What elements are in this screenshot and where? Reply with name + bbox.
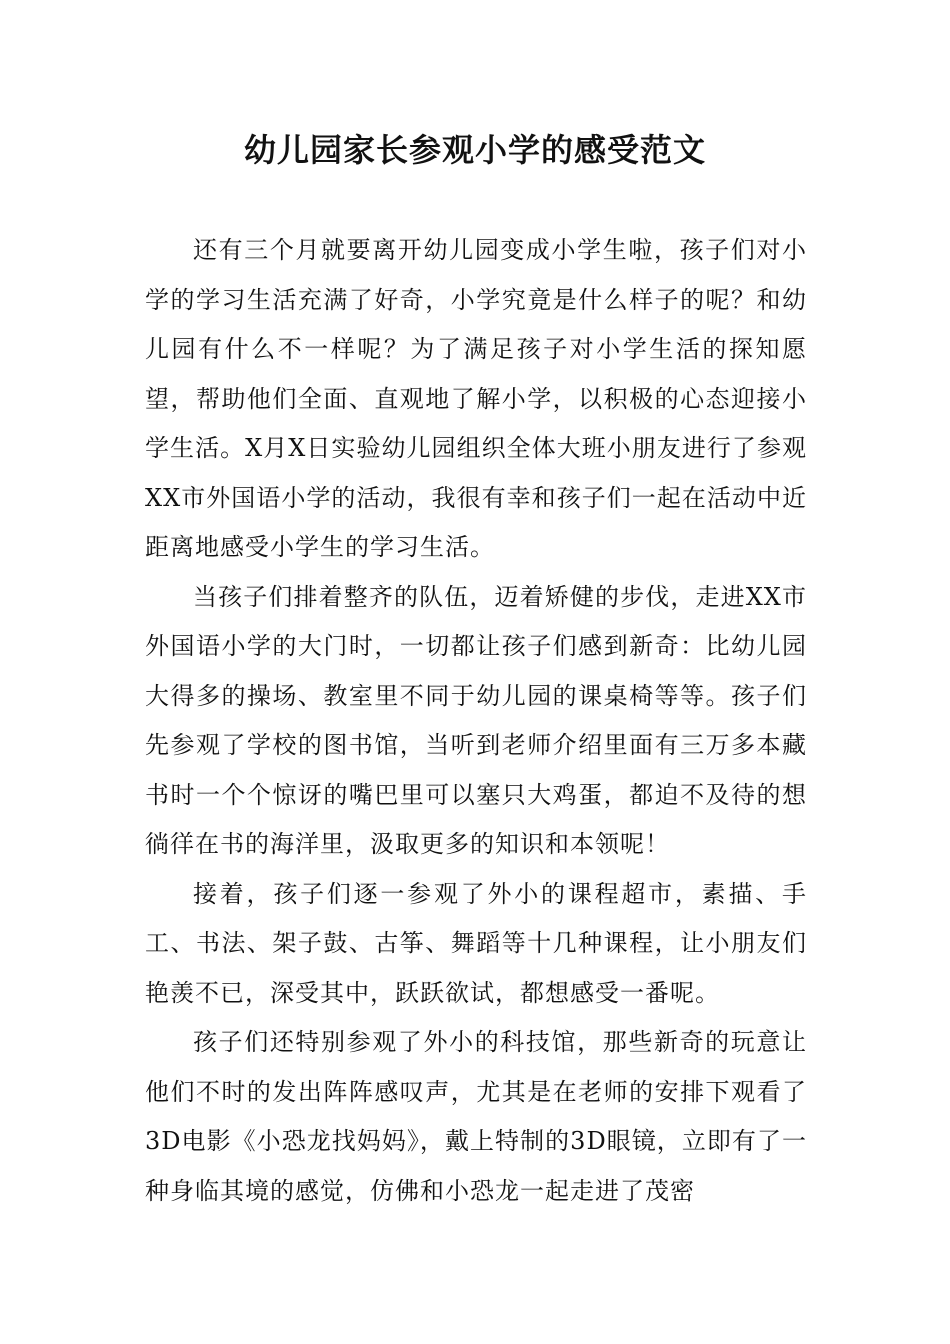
paragraph-4: 孩子们还特别参观了外小的科技馆，那些新奇的玩意让他们不时的发出阵阵感叹声，尤其是在老师的安排下观看了3D电影《小恐龙找妈妈》，戴上特制的3D眼镜，立即有了一种身临其境的感觉，仿佛和小恐龙一起走进了茂密: [145, 1028, 807, 1205]
paragraph-1: 还有三个月就要离开幼儿园变成小学生啦，孩子们对小学的学习生活充满了好奇，小学究竟是什么样子的呢？和幼儿园有什么不一样呢？为了满足孩子对小学生活的探知愿望，帮助他们全面、直观地了解小学，以积极的心态迎接小学生活。X月X日实验幼儿园组织全体大班小朋友进行了参观XX市外国语小学的活动，我很有幸和孩子们一起在活动中近距离地感受小学生的学习生活。: [145, 236, 807, 561]
paragraph-3: 接着，孩子们逐一参观了外小的课程超市，素描、手工、书法、架子鼓、古筝、舞蹈等十几种课程，让小朋友们艳羡不已，深受其中，跃跃欲试，都想感受一番呢。: [145, 879, 807, 1007]
paragraph-2: 当孩子们排着整齐的队伍，迈着矫健的步伐，走进XX市外国语小学的大门时，一切都让孩子们感到新奇：比幼儿园大得多的操场、教室里不同于幼儿园的课桌椅等等。孩子们先参观了学校的图书馆，当听到老师介绍里面有三万多本藏书时一个个惊讶的嘴巴里可以塞只大鸡蛋，都迫不及待的想徜徉在书的海洋里，汲取更多的知识和本领呢！: [145, 582, 807, 858]
document-body: [145, 226, 807, 1216]
document-title: 幼儿园家长参观小学的感受范文: [243, 131, 706, 169]
